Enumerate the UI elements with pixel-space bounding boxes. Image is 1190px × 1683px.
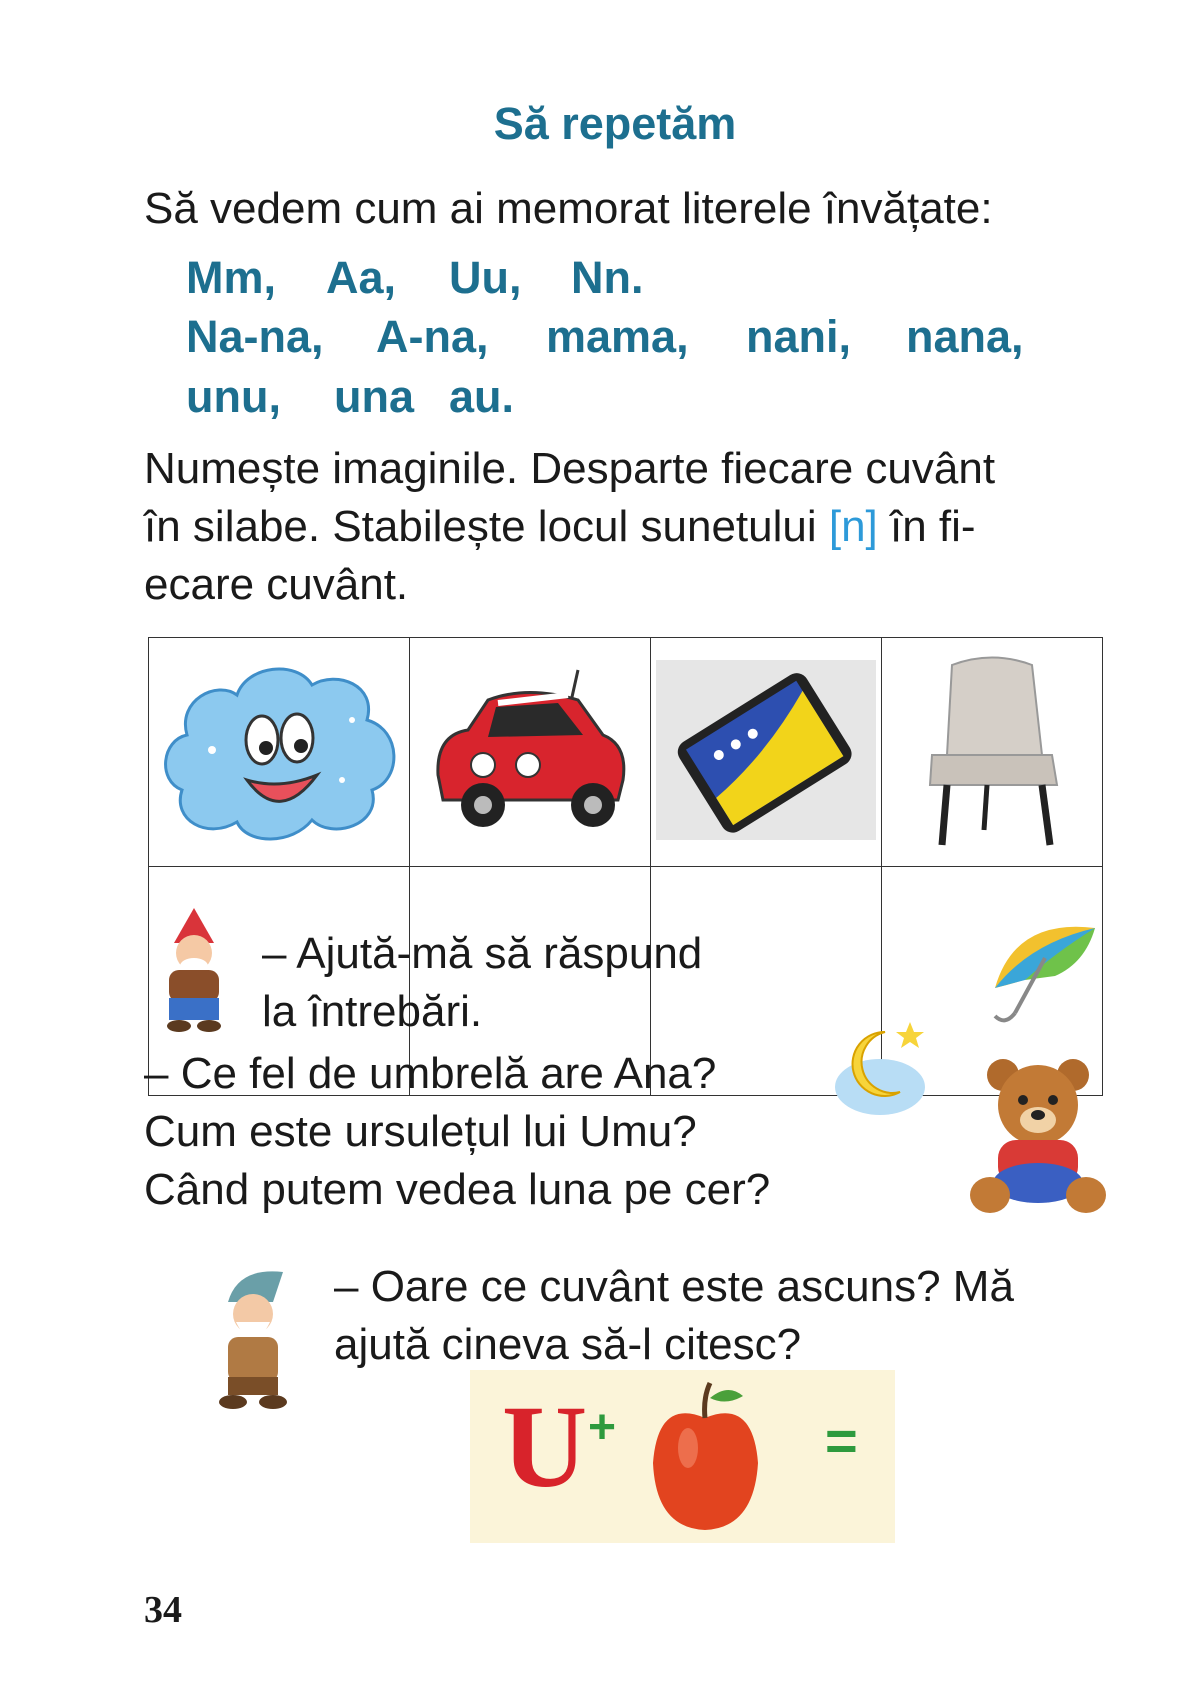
riddle-line-2: ajută cineva să-l citesc? (334, 1320, 802, 1369)
letter-mm: Mm, (186, 252, 276, 303)
car-icon (418, 655, 643, 845)
word: Na-na, (186, 311, 324, 362)
cell-chair (882, 638, 1103, 867)
letter-uu: Uu, (449, 252, 522, 303)
equals-sign: = (825, 1409, 858, 1472)
intro-text: Să vedem cum ai memorat literele învățate: (144, 184, 993, 233)
teddy-bear-icon (968, 1055, 1108, 1220)
question-teddy: Cum este ursulețul lui Umu? (144, 1107, 697, 1156)
task-line-3: ecare cuvânt. (144, 560, 409, 609)
gnome-speech (262, 925, 702, 1041)
chair-icon (892, 645, 1092, 855)
word: nani, (746, 311, 852, 362)
word: una (334, 371, 415, 422)
task-instructions (144, 440, 1144, 614)
page-title: Să repetăm (493, 98, 737, 149)
letter-nn: Nn. (571, 252, 644, 303)
word: mama, (546, 311, 689, 362)
sound-n: [n] (828, 502, 878, 551)
task-text: în silabe. Stabilește locul sunetului (144, 502, 829, 551)
rebus-panel (470, 1370, 895, 1543)
rebus-letter: U (502, 1381, 588, 1512)
word: au. (449, 371, 515, 422)
cell-cloud (149, 638, 410, 867)
moon-icon (830, 1012, 930, 1132)
words-line-1 (186, 307, 1024, 367)
old-gnome-icon (198, 1262, 308, 1412)
riddle-line-1: – Oare ce cuvânt este ascuns? Mă (334, 1262, 1014, 1311)
questions (144, 1045, 770, 1219)
word: A-na, (376, 311, 489, 362)
question-umbrella: – Ce fel de umbrelă are Ana? (144, 1049, 717, 1098)
words-line-2 (186, 367, 514, 427)
gnome-line-2: la întrebări. (262, 987, 483, 1036)
task-line-1: Numește imaginile. Desparte fiecare cuvânt (144, 444, 996, 493)
word: nana, (906, 311, 1024, 362)
cell-phone (651, 638, 882, 867)
plus-sign: + (588, 1401, 617, 1454)
word: unu, (186, 371, 281, 422)
letters-line (186, 248, 644, 308)
task-text: în fi- (877, 502, 976, 551)
page-number: 34 (144, 1589, 182, 1631)
task-line-2 (144, 498, 1144, 556)
gnome-line-1: – Ajută-mă să răspund (262, 929, 703, 978)
apple-icon (648, 1378, 763, 1538)
gnome-icon (144, 908, 239, 1033)
riddle-text (334, 1258, 1014, 1374)
question-moon: Când putem vedea luna pe cer? (144, 1165, 771, 1214)
cell-car (410, 638, 651, 867)
cloud-icon (152, 650, 407, 850)
letter-aa: Aa, (326, 252, 397, 303)
umbrella-icon (985, 918, 1105, 1028)
phone-icon (656, 660, 876, 840)
